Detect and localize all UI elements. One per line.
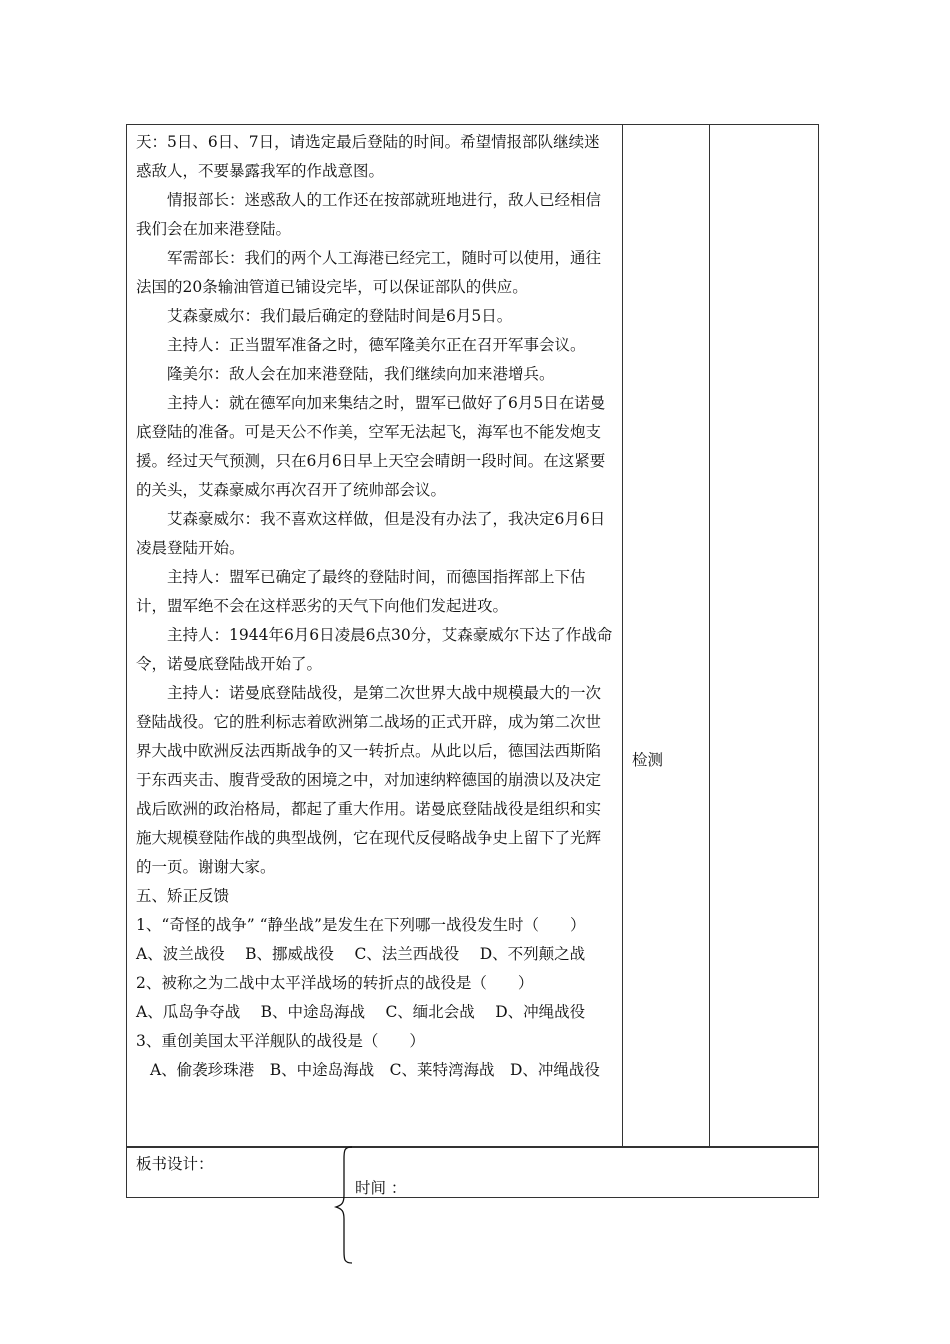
feedback-heading: 五、矫正反馈 bbox=[136, 887, 230, 905]
row-divider bbox=[126, 1147, 819, 1148]
time-label: 时间 ： bbox=[355, 1179, 407, 1197]
paragraph-10: 主持人：1944年6月6日凌晨6点30分，艾森豪威尔下达了作战命令，诺曼底登陆战开始了。 bbox=[136, 626, 613, 673]
curly-brace bbox=[330, 1145, 360, 1265]
paragraph-3: 军需部长：我们的两个人工海港已经完工，随时可以使用，通往法国的20条输油管道已铺设完毕，可以保证部队的供应。 bbox=[136, 249, 602, 296]
check-label: 检测 bbox=[632, 751, 664, 769]
paragraph-4: 艾森豪威尔：我们最后确定的登陆时间是6月5日。 bbox=[167, 307, 513, 325]
column-divider-2 bbox=[709, 124, 710, 1147]
paragraph-2: 情报部长：迷惑敌人的工作还在按部就班地进行，敌人已经相信我们会在加来港登陆。 bbox=[136, 191, 602, 238]
board-design-label: 板书设计： bbox=[136, 1155, 214, 1173]
question-2-options: A、瓜岛争夺战 B、中途岛海战 C、缅北会战 D、冲绳战役 bbox=[136, 1003, 586, 1021]
question-2: 2、被称之为二战中太平洋战场的转折点的战役是（ ） bbox=[136, 974, 534, 992]
paragraph-7: 主持人：就在德军向加来集结之时，盟军已做好了6月5日在诺曼底登陆的准备。可是天公不作美，空军无法起飞，海军也不能发炮支援。经过天气预测，只在6月6日早上天空会晴朗一段时间。在这紧要的关头，艾森豪威尔再次召开了统帅部会议。 bbox=[136, 394, 606, 499]
board-left-border bbox=[126, 1147, 127, 1197]
question-1-options: A、波兰战役 B、挪威战役 C、法兰西战役 D、不列颠之战 bbox=[136, 945, 586, 963]
question-1: 1、“奇怪的战争” “静坐战”是发生在下列哪一战役发生时（ ） bbox=[136, 916, 586, 934]
paragraph-6: 隆美尔：敌人会在加来港登陆，我们继续向加来港增兵。 bbox=[167, 365, 555, 383]
paragraph-1: 天：5日、6日、7日，请选定最后登陆的时间。希望情报部队继续迷惑敌人，不要暴露我军的作战意图。 bbox=[136, 133, 600, 180]
paragraph-9: 主持人：盟军已确定了最终的登陆时间，而德国指挥部上下估计，盟军绝不会在这样恶劣的天气下向他们发起进攻。 bbox=[136, 568, 586, 615]
question-3-options: A、偷袭珍珠港 B、中途岛海战 C、莱特湾海战 D、冲绳战役 bbox=[150, 1061, 600, 1079]
paragraph-11: 主持人：诺曼底登陆战役，是第二次世界大战中规模最大的一次登陆战役。它的胜利标志着欧洲第二战场的正式开辟，成为第二次世界大战中欧洲反法西斯战争的又一转折点。从此以后，德国法西斯陷于东西夹击、腹背受敌的困境之中，对加速纳粹德国的崩溃以及决定战后欧洲的政治格局，都起了重大作用。诺曼底登陆战役是组织和实施大规模登陆作战的典型战例，它在现代反侵略战争史上留下了光辉的一页。谢谢大家。 bbox=[136, 684, 602, 876]
question-3: 3、重创美国太平洋舰队的战役是（ ） bbox=[136, 1032, 425, 1050]
column-divider-1 bbox=[622, 124, 623, 1147]
board-bottom-border bbox=[126, 1197, 819, 1198]
paragraph-5: 主持人：正当盟军准备之时，德军隆美尔正在召开军事会议。 bbox=[167, 336, 586, 354]
board-right-border bbox=[818, 1147, 819, 1197]
paragraph-8: 艾森豪威尔：我不喜欢这样做，但是没有办法了，我决定6月6日凌晨登陆开始。 bbox=[136, 510, 606, 557]
main-content-cell bbox=[136, 128, 614, 1085]
